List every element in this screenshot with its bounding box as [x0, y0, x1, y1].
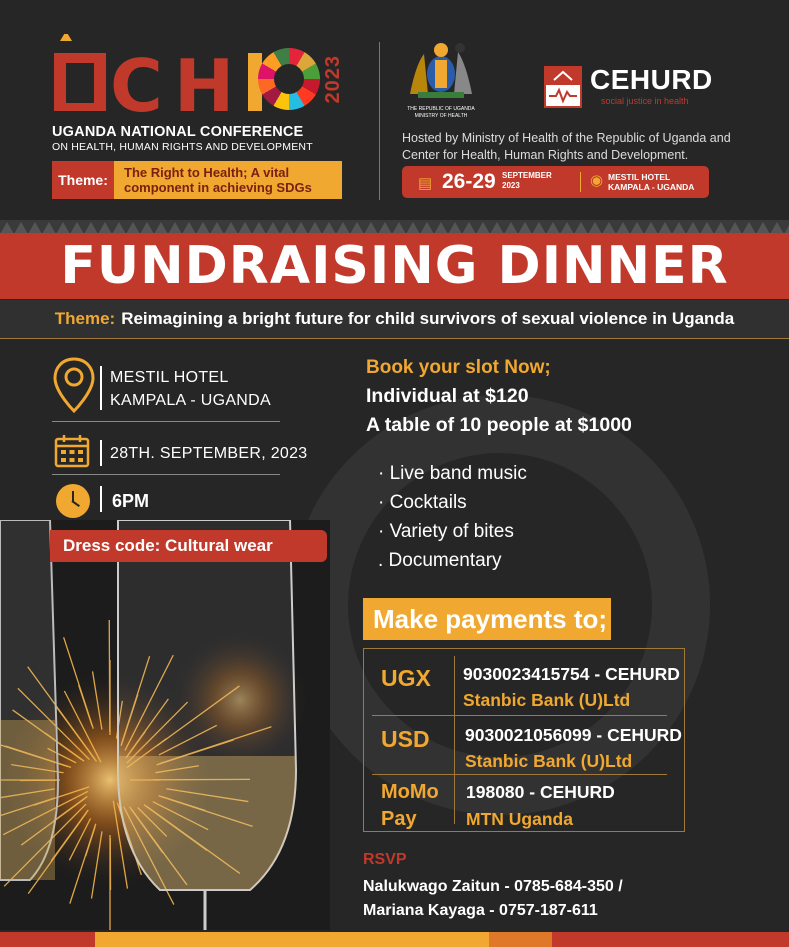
payment-currency: MoMo	[381, 781, 439, 803]
table-price: A table of 10 people at $1000	[366, 414, 632, 436]
conference-theme	[52, 161, 342, 199]
conference-month	[502, 171, 552, 191]
calendar-icon: ▤	[418, 175, 433, 192]
conference-date-venue	[402, 166, 709, 198]
pill-divider	[580, 172, 581, 192]
rsvp-contact: Mariana Kayaga - 0757-187-611	[363, 902, 598, 919]
booking-heading: Book your slot Now;	[366, 357, 551, 378]
header-divider	[379, 42, 380, 200]
ministry-caption-1: THE REPUBLIC OF UGANDA	[407, 106, 475, 112]
payments-row-rule	[372, 774, 667, 775]
details-rule	[52, 474, 280, 475]
feature-item: · Variety of bites	[378, 521, 514, 542]
event-theme-text: Reimagining a bright future for child survivors of sexual violence in Uganda	[121, 309, 735, 328]
partner-tagline: social justice in health	[601, 96, 689, 106]
rsvp-label: RSVP	[363, 851, 407, 868]
date-divider	[100, 440, 102, 466]
venue-line-1: MESTIL HOTEL	[608, 172, 671, 182]
event-banner	[0, 233, 789, 299]
payment-bank: Stanbic Bank (U)Ltd	[463, 690, 631, 710]
event-theme-label: Theme:	[54, 309, 116, 328]
zigzag-pattern	[0, 220, 789, 234]
year-label: 2023	[502, 181, 520, 190]
individual-price: Individual at $120	[366, 385, 529, 407]
payments-column-rule	[454, 656, 455, 824]
sdg-wheel-icon	[258, 48, 320, 110]
feature-item: · Cocktails	[378, 492, 467, 513]
cehurd-logo-icon	[544, 66, 582, 108]
conference-venue	[608, 172, 694, 192]
payment-currency: USD	[381, 726, 430, 752]
ministry-caption-2: MINISTRY OF HEALTH	[414, 113, 468, 119]
location-pin-icon	[52, 356, 96, 414]
feature-item: . Documentary	[378, 550, 502, 571]
rsvp-contact: Nalukwago Zaitun - 0785-684-350 /	[363, 878, 623, 895]
dress-code: Dress code: Cultural wear	[50, 530, 327, 562]
payment-currency: Pay	[381, 808, 417, 830]
feature-item: · Live band music	[378, 463, 527, 484]
clock-icon	[56, 484, 90, 518]
event-date: 28TH. SEPTEMBER, 2023	[110, 445, 308, 462]
event-venue-line-2: KAMPALA - UGANDA	[110, 392, 271, 409]
venue-divider	[100, 366, 102, 410]
theme-divider	[0, 338, 789, 339]
payment-account: 9030023415754 - CEHURD	[463, 664, 680, 684]
details-rule	[52, 421, 280, 422]
payment-account: 9030021056099 - CEHURD	[465, 725, 682, 745]
payments-heading: Make payments to;	[363, 598, 611, 640]
event-theme	[0, 300, 789, 338]
event-venue-line-1: MESTIL HOTEL	[110, 369, 229, 386]
calendar-icon	[54, 434, 90, 468]
event-time: 6PM	[112, 491, 150, 511]
conference-theme-text: The Right to Health; A vital component in achieving SDGs	[114, 161, 342, 199]
conference-title: UGANDA NATIONAL CONFERENCE	[52, 124, 304, 140]
logo-year: 2023	[322, 55, 344, 104]
venue-line-2: KAMPALA - UGANDA	[608, 182, 695, 192]
event-venue	[110, 366, 271, 412]
payment-account: 198080 - CEHURD	[466, 782, 615, 802]
conference-theme-label: Theme:	[52, 161, 114, 199]
payment-bank: Stanbic Bank (U)Ltd	[465, 751, 633, 771]
conference-subtitle: ON HEALTH, HUMAN RIGHTS AND DEVELOPMENT	[52, 141, 313, 153]
event-title: FUNDRAISING DINNER	[60, 236, 729, 296]
month-label: SEPTEMBER	[502, 171, 552, 180]
time-divider	[100, 486, 102, 512]
location-pin-icon: ◉	[590, 172, 604, 189]
uganda-coat-of-arms-icon	[402, 34, 480, 120]
svg-text:H: H	[174, 44, 235, 120]
hosted-by-text: Hosted by Ministry of Health of the Republic of Uganda and Center for Health, Human Rights and Development.	[402, 131, 731, 162]
champagne-sparkler-image	[0, 520, 330, 930]
payment-currency: UGX	[381, 665, 431, 691]
footer-color-strip	[0, 932, 789, 947]
svg-text:C: C	[110, 44, 163, 120]
conference-dates: 26-29	[442, 170, 496, 193]
payments-row-rule	[372, 715, 667, 716]
partner-name: CEHURD	[590, 64, 713, 95]
payment-bank: MTN Uganda	[466, 809, 573, 829]
